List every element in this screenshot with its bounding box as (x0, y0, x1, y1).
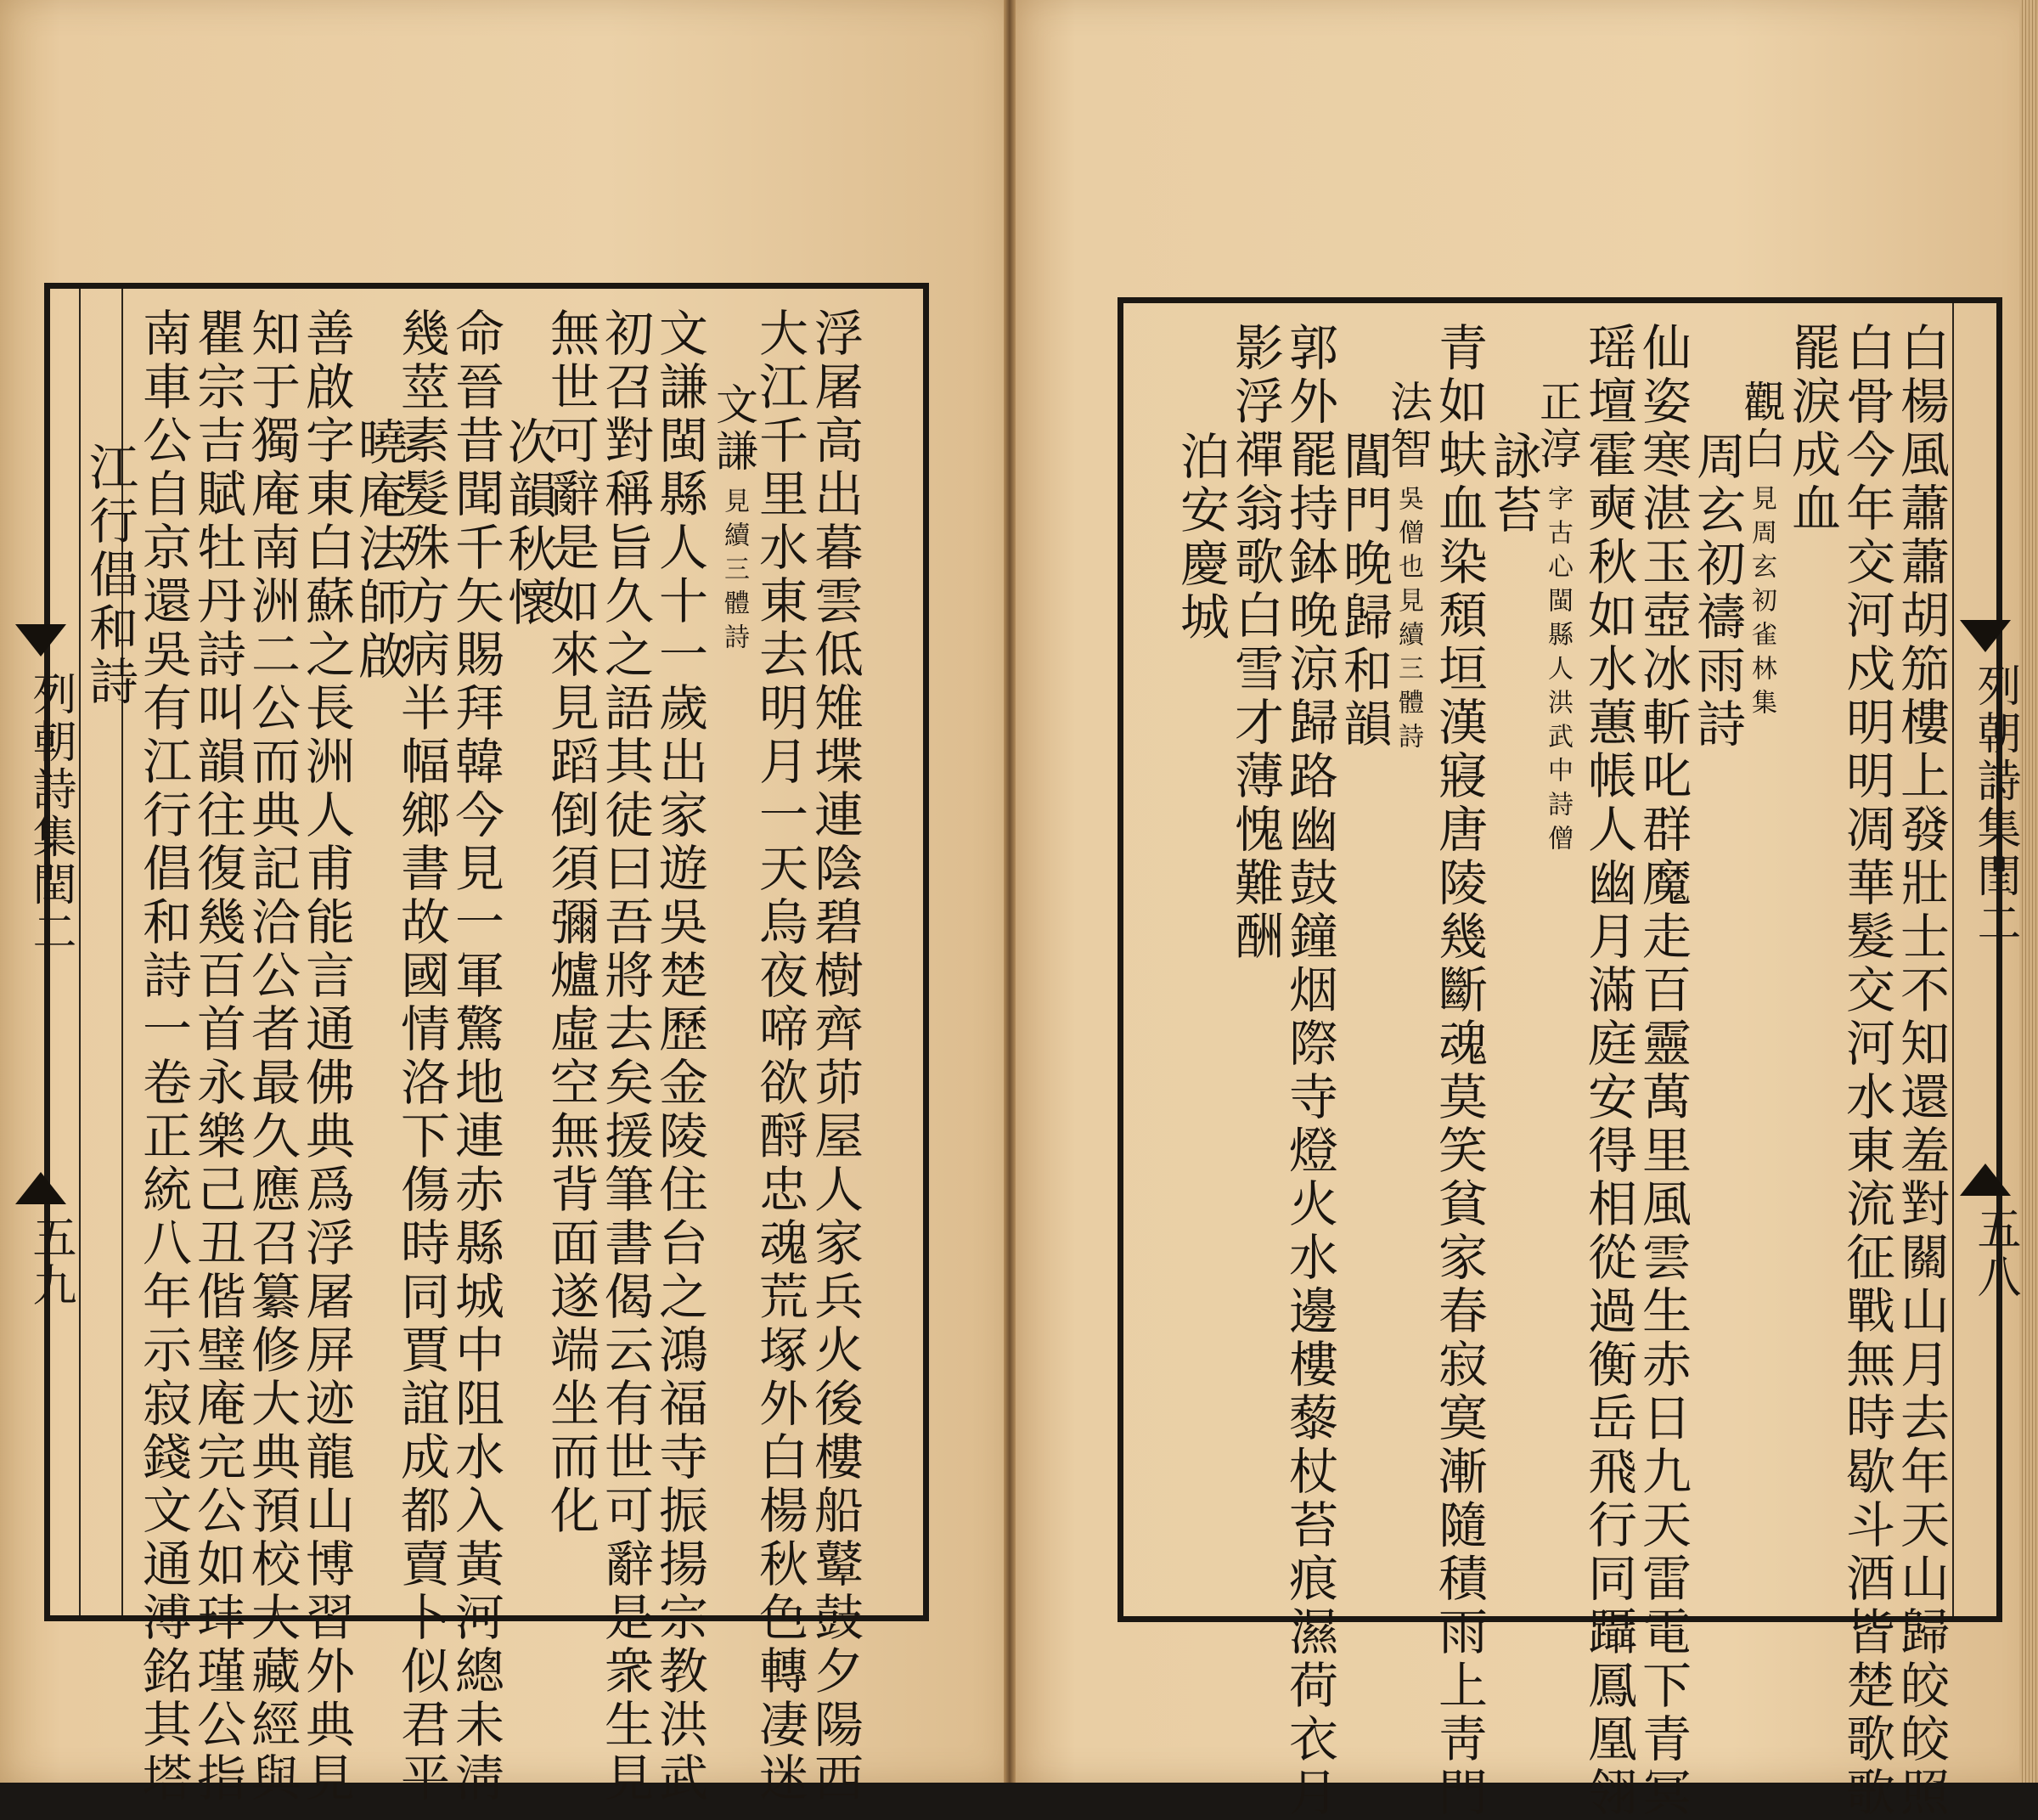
text-column: 瞿宗吉賦牡丹詩叫韻往復幾百首永樂己丑偕璧庵完公如玤瑾公指 (189, 307, 246, 1806)
fishtail-mark-top (1960, 620, 2011, 652)
author-heading (1737, 380, 1786, 723)
book-title-margin: 列朝詩集閏二 (1969, 662, 2020, 948)
book-title-margin: 列朝詩集閏二 (25, 671, 76, 956)
poet-name: 文謙 (709, 382, 758, 476)
text-column: 幾莖素髮殊方病半幅鄉書故國情洛下傷時同賈誼成都賣卜似君平 (392, 307, 450, 1806)
fishtail-mark-top (15, 624, 66, 656)
annotation: 吳僧也見續三體詩 (1393, 485, 1423, 757)
text-column: 仙姿寒湛玉壺冰斬叱群魔走百靈萬里風雲生赤日九天雷電下青冥 (1634, 322, 1692, 1820)
annotation: 見周玄初雀林集 (1747, 485, 1776, 723)
poem-title: 次韻秋懷 (499, 416, 557, 630)
annotation: 字古心閩縣人洪武中詩僧 (1543, 485, 1573, 859)
fishtail-mark-bottom (15, 1172, 66, 1204)
text-column: 白骨今年交河戍明明凋華髮交河水東流征戰無時歇斗酒皆楚歌歌 (1838, 322, 1895, 1820)
annotation: 見續三體詩 (719, 487, 749, 657)
folio-number: 五九 (25, 1214, 76, 1310)
fishtail-mark-bottom (1960, 1164, 2011, 1196)
poem-title: 閶門晚歸和韻 (1335, 431, 1393, 752)
text-column: 命晉昔聞千矢賜拜韓今見一軍驚地連赤縣城中阻水入黃河總未淸 (447, 307, 504, 1806)
folio-number: 五八 (1969, 1206, 2020, 1301)
poem-title: 江行倡和詩 (81, 442, 138, 709)
text-column: 大江千里水東去明月一天烏夜啼欲酹忠魂荒塚外白楊秋色轉凄迷 (751, 307, 808, 1806)
text-column: 善啟字東白蘇之長洲人甫能言通佛典爲浮屠屏迹龍山博習外典見 (297, 307, 355, 1806)
text-column: 瑶壇霍奭秋如水蕙帳人幽月滿庭安得相從過衡岳飛行同躡鳳凰翎 (1579, 322, 1637, 1820)
poem-title: 泊安慶城 (1172, 431, 1230, 645)
book-gutter (1004, 0, 1016, 1783)
text-column: 文謙閩縣人十一歲出家遊吳楚歷金陵住台之鴻福寺振揚宗教洪武 (650, 307, 708, 1806)
text-column: 罷淚成血 (1783, 322, 1841, 536)
text-column: 郭外罷持鉢晚涼歸路幽鼓鐘烟際寺燈火水邊樓藜杖苔痕濕荷衣月 (1281, 322, 1338, 1820)
author-heading (1383, 380, 1433, 757)
text-column: 影浮禪翁歌白雪才薄愧難酬 (1226, 322, 1284, 964)
text-column: 南車公自京還吳有江行倡和詩一卷正統八年示寂錢文通溥銘其塔 (134, 307, 192, 1806)
poem-title: 詠苔 (1484, 431, 1542, 538)
text-column: 白楊風蕭蕭胡笳樓上發壯士不知還羞對關山月去年天山歸皎皎照 (1892, 322, 1950, 1820)
poem-title: 周玄初禱雨詩 (1688, 431, 1746, 752)
text-column: 知于獨庵南洲二公而典記洽公者最久應召纂修大典預校大藏經與 (243, 307, 301, 1806)
right-text-frame (1118, 297, 2002, 1820)
poet-name: 正淳 (1533, 380, 1582, 473)
text-column: 青如蚨血染頹垣漢寢唐陵幾斷魂莫笑貧家春寂寞漸隨積雨上靑門 (1430, 322, 1488, 1820)
left-text-frame (44, 283, 929, 1806)
author-heading: 曉庵法師啟 (350, 416, 408, 684)
left-margin-column (7, 289, 75, 1614)
right-margin-column (1953, 297, 2021, 1622)
text-column: 初召對稱旨久之語其徒曰吾將去矣援筆書偈云有世可辭是衆生見 (596, 307, 654, 1806)
poet-name: 觀白 (1737, 380, 1786, 473)
text-column: 浮屠高出暮雲低雉堞連陰碧樹齊茆屋人家兵火後樓船鼙鼓夕陽西 (806, 307, 864, 1806)
text-column: 無世可辭是如來見蹈倒須彌爐虛空無背面遂端坐而化 (542, 307, 600, 1538)
author-heading (709, 382, 758, 657)
poet-name: 法智 (1383, 380, 1433, 473)
author-heading (1533, 380, 1582, 859)
